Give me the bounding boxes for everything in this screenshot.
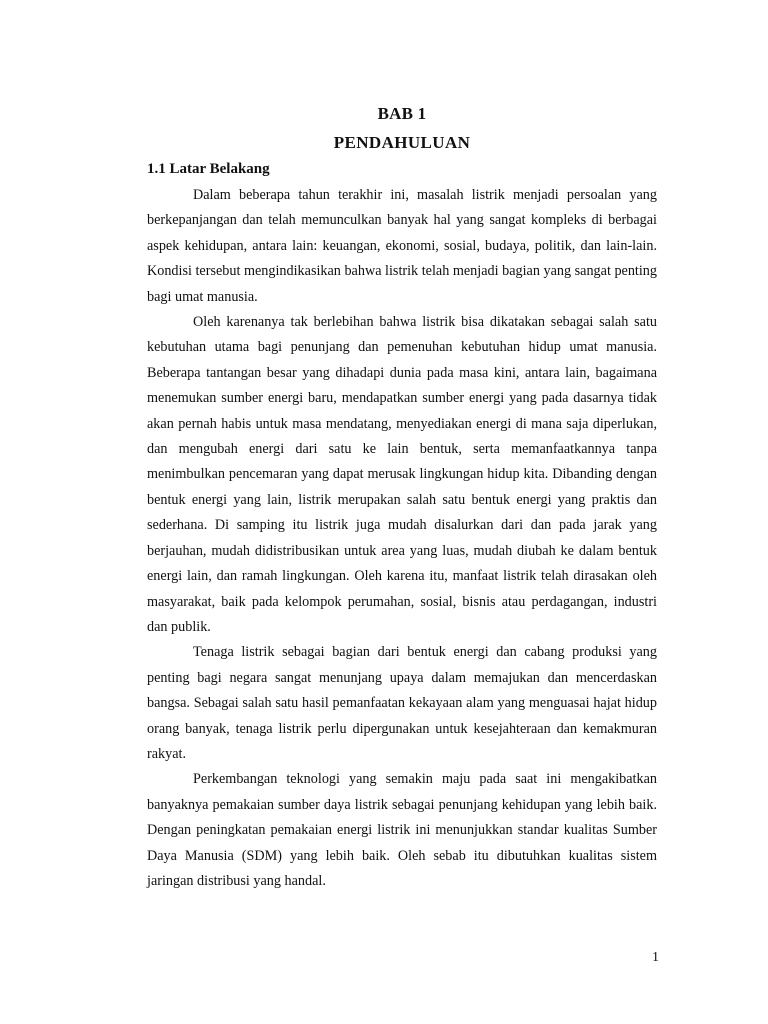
body-text	[147, 183, 657, 894]
chapter-title: PENDAHULUAN	[333, 133, 471, 152]
paragraph: Perkembangan teknologi yang semakin maju pada saat ini mengakibatkan banyaknya pemakaian sumber daya listrik sebagai penunjang kehidupan yang lebih baik. Dengan peningkatan pemakaian energi listrik ini menunjukkan standar kualitas Sumber Daya Manusia (SDM) yang lebih baik. Oleh sebab itu dibutuhkan kualitas sistem jaringan distribusi yang handal.	[147, 771, 657, 889]
paragraph: Dalam beberapa tahun terakhir ini, masalah listrik menjadi persoalan yang berkepanjangan dan telah memunculkan banyak hal yang sangat kompleks di berbagai aspek kehidupan, antara lain: keuangan, ekonomi, sosial, budaya, politik, dan lain-lain. Kondisi tersebut mengindikasikan bahwa listrik telah menjadi bagian yang sangat penting bagi umat manusia.	[147, 187, 657, 305]
page-number: 1	[652, 950, 659, 965]
chapter-number: BAB 1	[377, 104, 427, 123]
paragraph: Tenaga listrik sebagai bagian dari bentuk energi dan cabang produksi yang penting bagi negara sangat menunjang upaya dalam memajukan dan mencerdaskan bangsa. Sebagai salah satu hasil pemanfaatan kekayaan alam yang menguasai hajat hidup orang banyak, tenaga listrik perlu dipergunakan untuk kesejahteraan dan kemakmuran rakyat.	[147, 644, 657, 762]
paragraph: Oleh karenanya tak berlebihan bahwa listrik bisa dikatakan sebagai salah satu kebutuhan utama bagi penunjang dan pemenuhan kebutuhan hidup umat manusia. Beberapa tantangan besar yang dihadapi dunia pada masa kini, antara lain, bagaimana menemukan sumber energi baru, mendapatkan sumber energi yang pada dasarnya tidak akan pernah habis untuk masa mendatang, menyediakan energi di mana saja diperlukan, dan mengubah energi dari satu ke lain bentuk, serta memanfaatkannya tanpa menimbulkan pencemaran yang dapat merusak lingkungan hidup kita. Dibanding dengan bentuk energi yang lain, listrik merupakan salah satu bentuk energi yang praktis dan sederhana. Di samping itu listrik juga mudah disalurkan dari dan pada jarak yang berjauhan, mudah didistribusikan untuk area yang luas, mudah diubah ke dalam bentuk energi lain, dan ramah lingkungan. Oleh karena itu, manfaat listrik telah dirasakan oleh masyarakat, baik pada kelompok perumahan, sosial, bisnis atau perdagangan, industri dan publik.	[147, 314, 657, 635]
section-heading: 1.1 Latar Belakang	[147, 161, 270, 177]
